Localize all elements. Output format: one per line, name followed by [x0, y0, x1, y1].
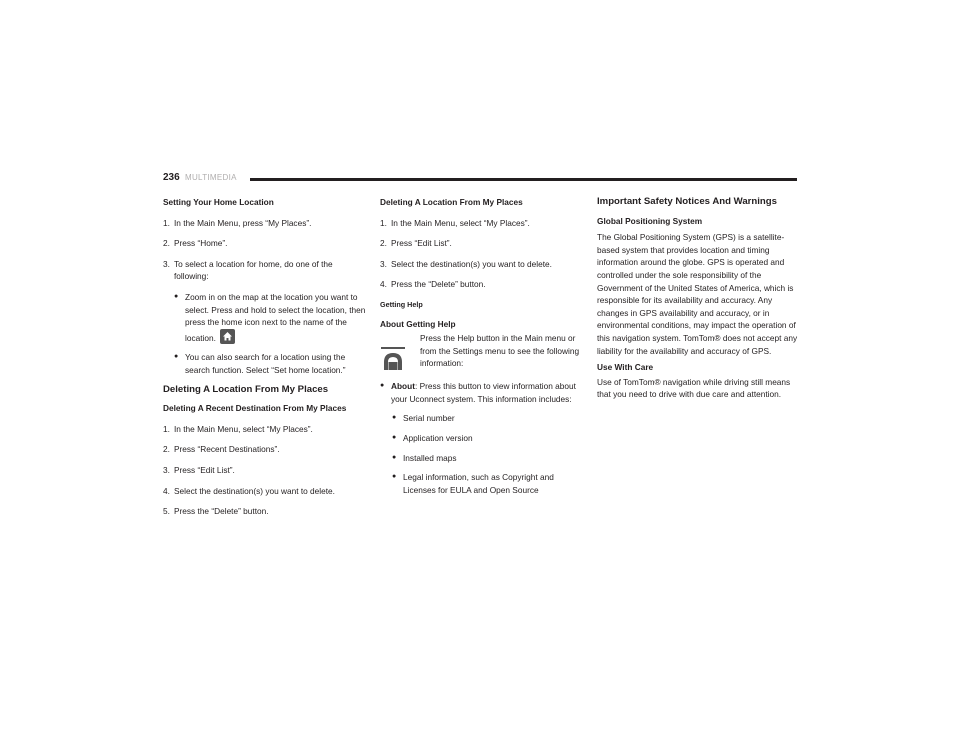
heading-delete-location: Deleting A Location From My Places: [380, 197, 523, 207]
heading-recent-destination: Deleting A Recent Destination From My Places: [163, 403, 347, 414]
heading-getting-help: Getting Help: [380, 299, 423, 309]
list-item: 1. In the Main Menu, press “My Places”.: [163, 217, 312, 228]
list-item: 4. Press the “Delete” button.: [380, 279, 486, 290]
help-icon: [380, 346, 406, 372]
home-icon: [220, 329, 235, 344]
list-item: ● You can also search for a location using the search function. Select “Set home location.”: [174, 352, 346, 375]
list-item: 4. Select the destination(s) you want to delete.: [163, 485, 335, 496]
column-1: [163, 196, 368, 526]
heading-deleting-location: Deleting A Location From My Places: [163, 383, 329, 395]
bullet-dot-icon: ●: [392, 473, 397, 481]
paragraph-gps: The Global Positioning System (GPS) is a satellite-based system that provides location and timing information around the globe. GPS is operated and controlled under the sole responsibility of the Government of the United States of America, which is responsible for its availability and accuracy. Any changes in GPS availability and accuracy, or in environmental conditions, may impact the operation of this navigation system. TomTom® does not accept any liability for the availability and accuracy of GPS.: [597, 232, 798, 356]
bullet-dot-icon: ●: [174, 353, 179, 361]
page-number: 236: [163, 172, 180, 183]
paragraph-care: Use of TomTom® navigation while driving still means that you need to drive with due care and attention.: [597, 376, 791, 400]
list-item: ● Legal information, such as Copyright and Licenses for EULA and Open Source: [392, 472, 554, 495]
section-title: MULTIMEDIA: [185, 173, 237, 182]
bullet-dot-icon: ●: [392, 414, 397, 422]
list-item: 5. Press the “Delete” button.: [163, 506, 269, 517]
list-item: 2. Press “Recent Destinations”.: [163, 444, 280, 455]
list-item: ● About: Press this button to view information about your Uconnect system. This information includes:: [380, 381, 576, 404]
heading-about-help: About Getting Help: [380, 318, 456, 329]
list-item: ● Installed maps: [392, 452, 457, 463]
bullet-dot-icon: ●: [174, 292, 179, 300]
heading-gps: Global Positioning System: [597, 215, 703, 226]
heading-safety-notices: Important Safety Notices And Warnings: [597, 196, 777, 207]
column-2: [380, 196, 585, 503]
header-rule: [250, 178, 797, 181]
heading-home-location: Setting Your Home Location: [163, 197, 274, 207]
page-header: [163, 172, 797, 186]
list-item: 2. Press “Home”.: [163, 238, 228, 249]
list-item: 1. In the Main Menu, select “My Places”.: [163, 423, 313, 434]
list-item: ● Serial number: [392, 413, 455, 424]
list-item: 1. In the Main Menu, select “My Places”.: [380, 217, 530, 228]
column-3: [597, 196, 802, 409]
bullet-dot-icon: ●: [392, 453, 397, 461]
list-item: ● Application version: [392, 432, 473, 443]
help-intro: Press the Help button in the Main menu or from the Settings menu to see the following information:: [380, 332, 585, 372]
list-item: 3. Press “Edit List”.: [163, 464, 235, 475]
list-item: ● Zoom in on the map at the location you want to select. Press and hold to select the location, then press the home icon next to the name of the location.: [174, 291, 366, 343]
bullet-dot-icon: ●: [392, 433, 397, 441]
list-item: 3. To select a location for home, do one of the following:: [163, 258, 333, 282]
heading-use-with-care: Use With Care: [597, 362, 654, 373]
list-item: 3. Select the destination(s) you want to delete.: [380, 258, 552, 269]
bullet-dot-icon: ●: [380, 382, 385, 390]
list-item: 2. Press “Edit List”.: [380, 238, 452, 249]
